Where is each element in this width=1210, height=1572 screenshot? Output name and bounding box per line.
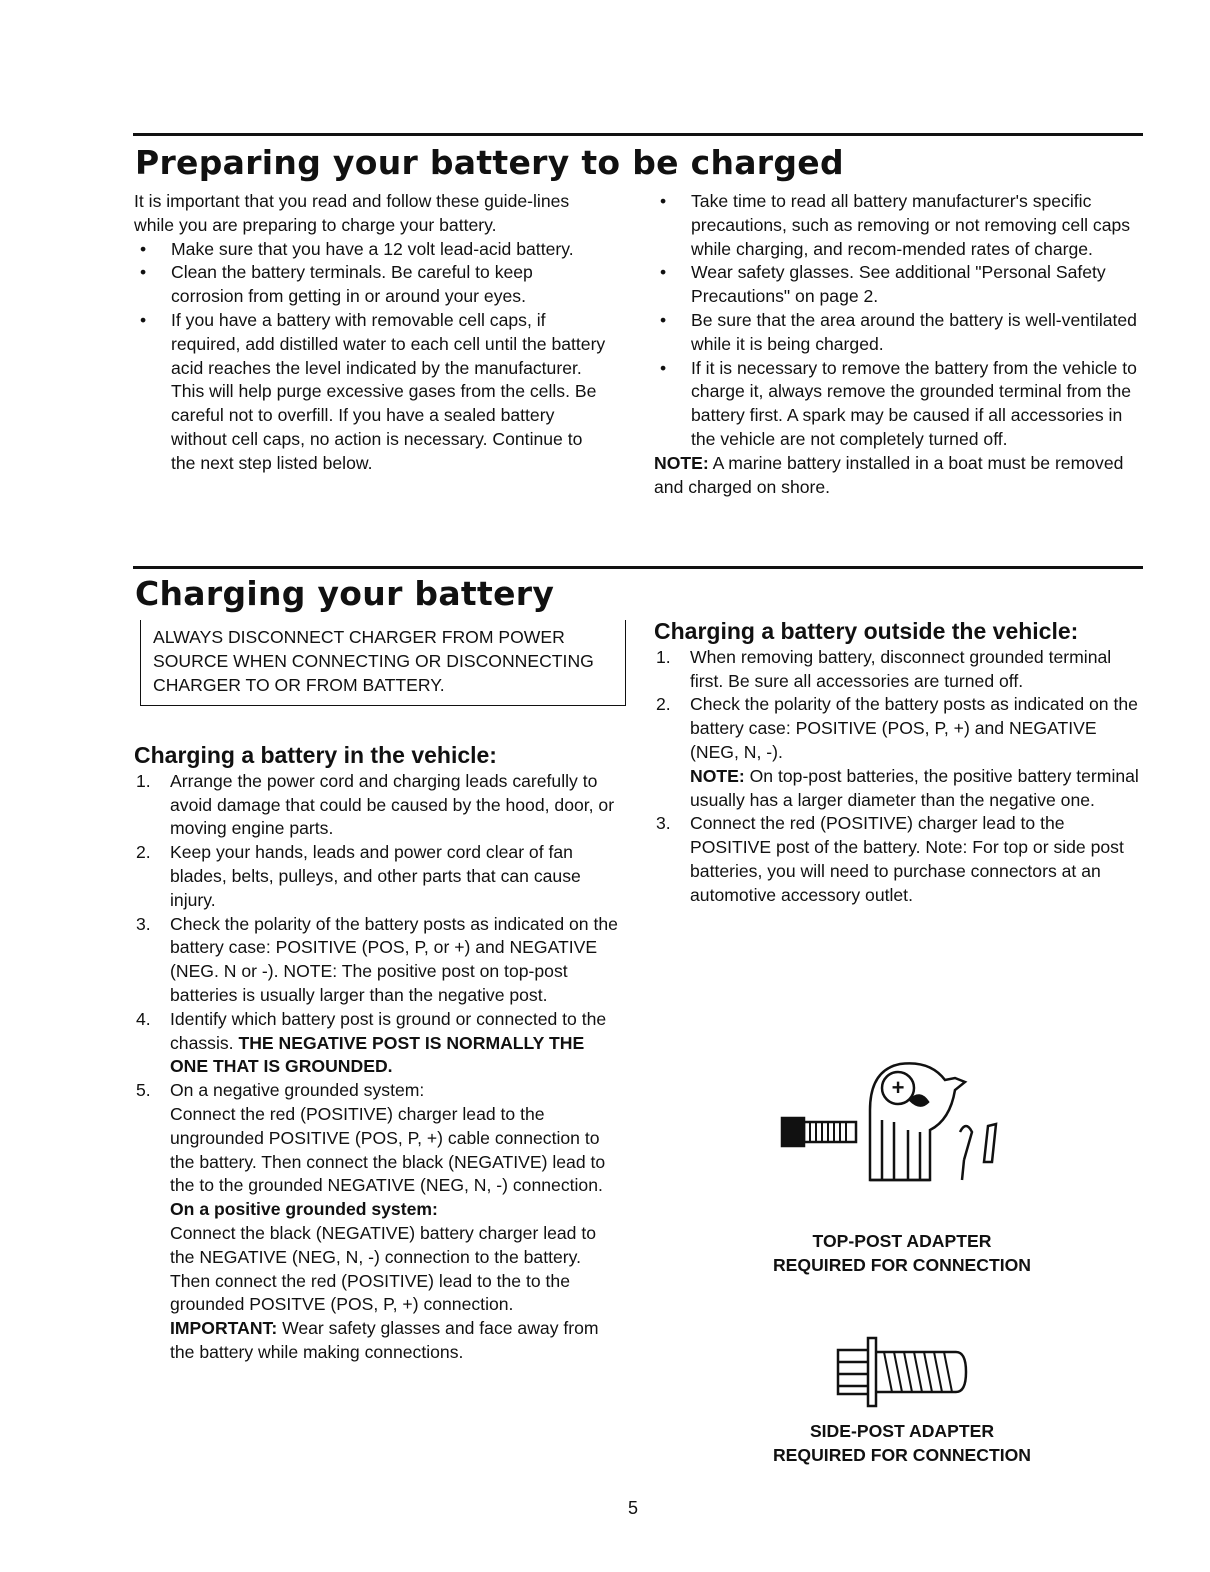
positive-ground-heading: On a positive grounded system: (170, 1199, 438, 1220)
step-note (690, 765, 1142, 813)
top-rule (133, 133, 1143, 136)
side-post-adapter-illustration (834, 1332, 974, 1412)
preparing-left-column (134, 190, 606, 476)
bolt-shaft-icon (804, 1122, 856, 1142)
step-text: Check the polarity of the battery posts as indicated on the battery case: POSITIVE (POS, P, +) and NEGATIVE (NEG, N, -). (690, 694, 1138, 762)
outside-vehicle-column (654, 620, 1142, 908)
list-item: 3. Connect the red (POSITIVE) charger lead to the POSITIVE post of the battery. Note: For top or side post batteries, you will need to purchase connectors at an automotive accessory outlet. (656, 813, 1124, 905)
list-item: 1. Arrange the power cord and charging leads carefully to avoid damage that could be caused by the hood, door, or moving engine parts. (136, 770, 615, 839)
important-label: IMPORTANT: (170, 1318, 278, 1339)
step-text: Connect the black (NEGATIVE) battery charger lead to the NEGATIVE (NEG, N, -) connection to the battery. Then connect the red (POSITIVE) lead to the to the grounded POSITVE (POS, P, +) connection. (170, 1222, 597, 1315)
positive-symbol: + (891, 1075, 905, 1100)
page-number: 5 (628, 1498, 639, 1518)
list-item: • Take time to read all battery manufacturer's specific precautions, such as removing or not removing cell caps while charging, and recom-mended rates of charge. (654, 190, 1140, 261)
step-text: Identify which battery post is ground or connected to the chassis. (170, 1008, 607, 1053)
list-item: 1. When removing battery, disconnect grounded terminal first. Be sure all accessories are turned off. (656, 646, 1112, 691)
list-item: 5. On a negative grounded system: Connect the red (POSITIVE) charger lead to the ungrounded POSITIVE (POS, P, +) cable connection to the battery. Then connect the black (NEGATIVE) lead to the to the grounded NEGATIVE (NEG, N, -) connection. On a positive grounded system: Connect the black (NEGATIVE) battery charger lead to the NEGATIVE (NEG, N, -) connection to the battery. Then connect the red (POSITIVE) lead to the to the grounded POSITVE (POS, P, +) connection. IMPORTANT: Wear safety glasses and face away from the battery while making connections. (134, 1079, 624, 1365)
marine-note (654, 452, 1140, 500)
step-text: Keep your hands, leads and power cord clear of fan blades, belts, pulleys, and other parts that can cause injury. (170, 842, 581, 910)
list-item: • If it is necessary to remove the battery from the vehicle to charge it, always remove the grounded terminal from the battery first. A spark may be caused if all accessories in the vehicle are not completely turned off. (654, 357, 1140, 452)
list-item: • If you have a battery with removable cell caps, if required, add distilled water to each cell until the battery acid reaches the level indicated by the manufacturer. This will help purge excessive gases from the cells. Be careful not to overfill. If you have a sealed battery without cell caps, no action is necessary. Continue to the next step listed below. (134, 309, 606, 476)
in-vehicle-heading: Charging a battery in the vehicle: (134, 742, 497, 768)
step-text: Arrange the power cord and charging leads carefully to avoid damage that could be caused by the hood, door, or moving engine parts. (170, 770, 615, 839)
warning-box: ALWAYS DISCONNECT CHARGER FROM POWER SOURCE WHEN CONNECTING OR DISCONNECTING CHARGER TO OR FROM BATTERY. (140, 620, 626, 706)
note-label: NOTE: (690, 765, 745, 786)
step-text: Connect the red (POSITIVE) charger lead to the ungrounded POSITIVE (POS, P, +) cable connection to the battery. Then connect the black (NEGATIVE) lead to the to the grounded NEGATIVE (NEG, N, -) connection. (170, 1103, 606, 1196)
pin-icon (984, 1124, 996, 1162)
list-item: 2. Check the polarity of the battery posts as indicated on the battery case: POSITIVE (POS, P, +) and NEGATIVE (NEG, N, -). NOTE: On top-post batteries, the positive battery terminal usually has a larger diameter than the negative one. (654, 693, 1142, 812)
section-title-preparing: Preparing your battery to be charged (135, 143, 844, 182)
preparing-right-column (654, 190, 1140, 499)
middle-rule (133, 566, 1143, 569)
preparing-intro: It is important that you read and follow these guide-lines while you are preparing to charge your battery. (134, 191, 570, 235)
note-label: NOTE: (654, 452, 709, 473)
pin-icon (960, 1126, 972, 1180)
section-title-charging: Charging your battery (135, 574, 555, 613)
outside-vehicle-heading: Charging a battery outside the vehicle: (654, 618, 1079, 644)
list-item: • Wear safety glasses. See additional "Personal Safety Precautions" on page 2. (654, 261, 1140, 309)
top-post-caption (702, 1230, 1102, 1278)
list-item: 3. Check the polarity of the battery posts as indicated on the battery case: POSITIVE (POS, P, or +) and NEGATIVE (NEG. N or -). NOTE: The positive post on top-post batteries is usually larger than the negative post. (136, 913, 618, 1005)
in-vehicle-column (134, 744, 624, 1365)
list-item: 2. Keep your hands, leads and power cord clear of fan blades, belts, pulleys, and other parts that can cause injury. (136, 842, 581, 910)
step-text: When removing battery, disconnect grounded terminal first. Be sure all accessories are turned off. (690, 646, 1112, 691)
note-text: A marine battery installed in a boat must be removed and charged on shore. (654, 452, 1124, 497)
list-item: • Make sure that you have a 12 volt lead-acid battery. (134, 238, 606, 262)
note-text: On top-post batteries, the positive battery terminal usually has a larger diameter than the negative one. (690, 765, 1139, 810)
important-text: Wear safety glasses and face away from the battery while making connections. (170, 1318, 599, 1362)
side-post-caption (702, 1420, 1102, 1468)
list-item: • Clean the battery terminals. Be careful to keep corrosion from getting in or around your eyes. (134, 261, 606, 309)
step-text: Check the polarity of the battery posts as indicated on the battery case: POSITIVE (POS, P, or +) and NEGATIVE (NEG. N or -). NOTE: The positive post on top-post batteries is usually larger than the negative post. (170, 913, 618, 1005)
bolt-head-icon (782, 1118, 804, 1146)
caption-line: TOP-POST ADAPTER (812, 1231, 992, 1251)
list-item: 4. Identify which battery post is ground or connected to the chassis. THE NEGATIVE POST IS NORMALLY THE ONE THAT IS GROUNDED. (136, 1008, 607, 1077)
list-item: • Be sure that the area around the battery is well-ventilated while it is being charged. (654, 309, 1140, 357)
top-post-adapter-illustration (770, 1050, 1010, 1200)
caption-line: SIDE-POST ADAPTER (809, 1421, 995, 1441)
caption-line: REQUIRED FOR CONNECTION (772, 1254, 1032, 1275)
important-note (170, 1317, 624, 1365)
step-text: Connect the red (POSITIVE) charger lead to the POSITIVE post of the battery. Note: For top or side post batteries, you will need to purchase connectors at an automotive accessory outlet. (690, 813, 1124, 905)
step-bold-text: THE NEGATIVE POST IS NORMALLY THE ONE THAT IS GROUNDED. (170, 1032, 585, 1077)
caption-line: REQUIRED FOR CONNECTION (772, 1444, 1032, 1465)
step-text: On a negative grounded system: (170, 1080, 425, 1101)
